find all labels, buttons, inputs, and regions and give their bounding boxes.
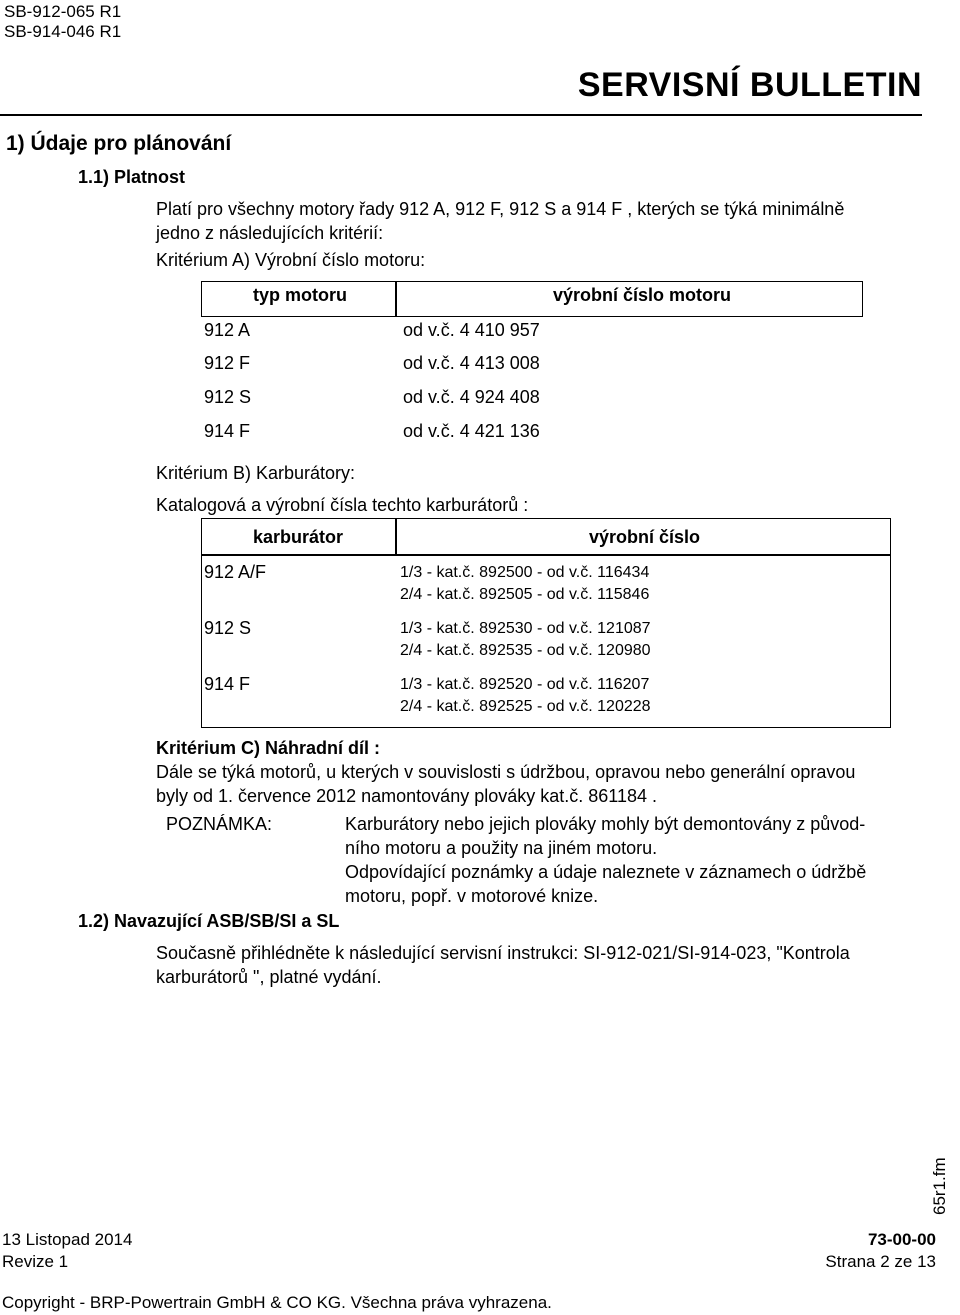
table-cell: 2/4 - kat.č. 892505 - od v.č. 115846: [400, 586, 650, 603]
table-cell: 912 S: [204, 618, 252, 638]
subsection-heading: 1.1) Platnost: [78, 167, 186, 187]
reference-text: karburátorů ", platné vydání.: [156, 967, 382, 987]
table-cell: 1/3 - kat.č. 892530 - od v.č. 121087: [400, 620, 651, 637]
footer-page: Strana 2 ze 13: [825, 1252, 936, 1271]
table-header: typ motoru: [253, 285, 347, 305]
table-header: výrobní číslo: [589, 527, 701, 547]
table-divider: [395, 281, 397, 317]
intro-line: Platí pro všechny motory řady 912 A, 912 F, 912 S a 914 F , kterých se týká minimálně: [156, 199, 845, 219]
file-code: 65r1.fm: [930, 1157, 949, 1215]
criterion-c-text: byly od 1. července 2012 namontovány plováky kat.č. 861184 .: [156, 786, 657, 806]
footer-revision: Revize 1: [2, 1252, 69, 1271]
criterion-c-text: Dále se týká motorů, u kterých v souvislosti s údržbou, opravou nebo generální opravou: [156, 762, 856, 782]
table-cell: 912 S: [204, 387, 252, 407]
criterion-b-heading: Kritérium B) Karburátory:: [156, 463, 356, 483]
table-cell: 2/4 - kat.č. 892535 - od v.č. 120980: [400, 642, 651, 659]
table-header: výrobní číslo motoru: [553, 285, 732, 305]
footer-ata: 73-00-00: [867, 1230, 936, 1249]
table-cell: 1/3 - kat.č. 892520 - od v.č. 116207: [400, 676, 650, 693]
criterion-b-intro: Katalogová a výrobní čísla techto karburátorů :: [156, 495, 529, 515]
table-header-rule: [201, 554, 891, 556]
note-text: Odpovídající poznámky a údaje naleznete v záznamech o údržbě: [345, 862, 867, 882]
table-cell: 914 F: [204, 674, 251, 694]
criterion-c-heading: Kritérium C) Náhradní díl :: [156, 738, 381, 758]
reference-text: Současně přihlédněte k následující servisní instrukci: SI-912-021/SI-914-023, "Kontrola: [156, 943, 850, 963]
table-cell: od v.č. 4 413 008: [403, 353, 540, 373]
bulletin-title: SERVISNÍ BULLETIN: [577, 66, 922, 104]
footer-date: 13 Listopad 2014: [2, 1230, 133, 1249]
doc-id: SB-914-046 R1: [4, 22, 122, 41]
note-text: Karburátory nebo jejich plováky mohly být demontovány z původ-: [345, 814, 866, 834]
table-cell: 912 A/F: [204, 562, 267, 582]
table-cell: 914 F: [204, 421, 251, 441]
table-cell: 912 F: [204, 353, 251, 373]
note-text: ního motoru a použity na jiném motoru.: [345, 838, 658, 858]
criterion-a-heading: Kritérium A) Výrobní číslo motoru:: [156, 250, 426, 270]
table-cell: od v.č. 4 421 136: [403, 421, 540, 441]
table-cell: od v.č. 4 410 957: [403, 320, 540, 340]
table-divider: [395, 518, 397, 554]
table-header: karburátor: [253, 527, 344, 547]
note-label: POZNÁMKA:: [166, 814, 273, 834]
subsection-heading: 1.2) Navazující ASB/SB/SI a SL: [78, 911, 340, 931]
intro-line: jedno z následujících kritérií:: [156, 223, 384, 243]
table-cell: od v.č. 4 924 408: [403, 387, 540, 407]
section-heading: 1) Údaje pro plánování: [6, 132, 232, 155]
note-text: motoru, popř. v motorové knize.: [345, 886, 599, 906]
table-cell: 1/3 - kat.č. 892500 - od v.č. 116434: [400, 564, 650, 581]
doc-id: SB-912-065 R1: [4, 2, 122, 21]
table-cell: 2/4 - kat.č. 892525 - od v.č. 120228: [400, 698, 651, 715]
footer-copyright: Copyright - BRP-Powertrain GmbH & CO KG. Všechna práva vyhrazena.: [2, 1293, 552, 1312]
table-cell: 912 A: [204, 320, 251, 340]
header-rule: [0, 114, 922, 116]
